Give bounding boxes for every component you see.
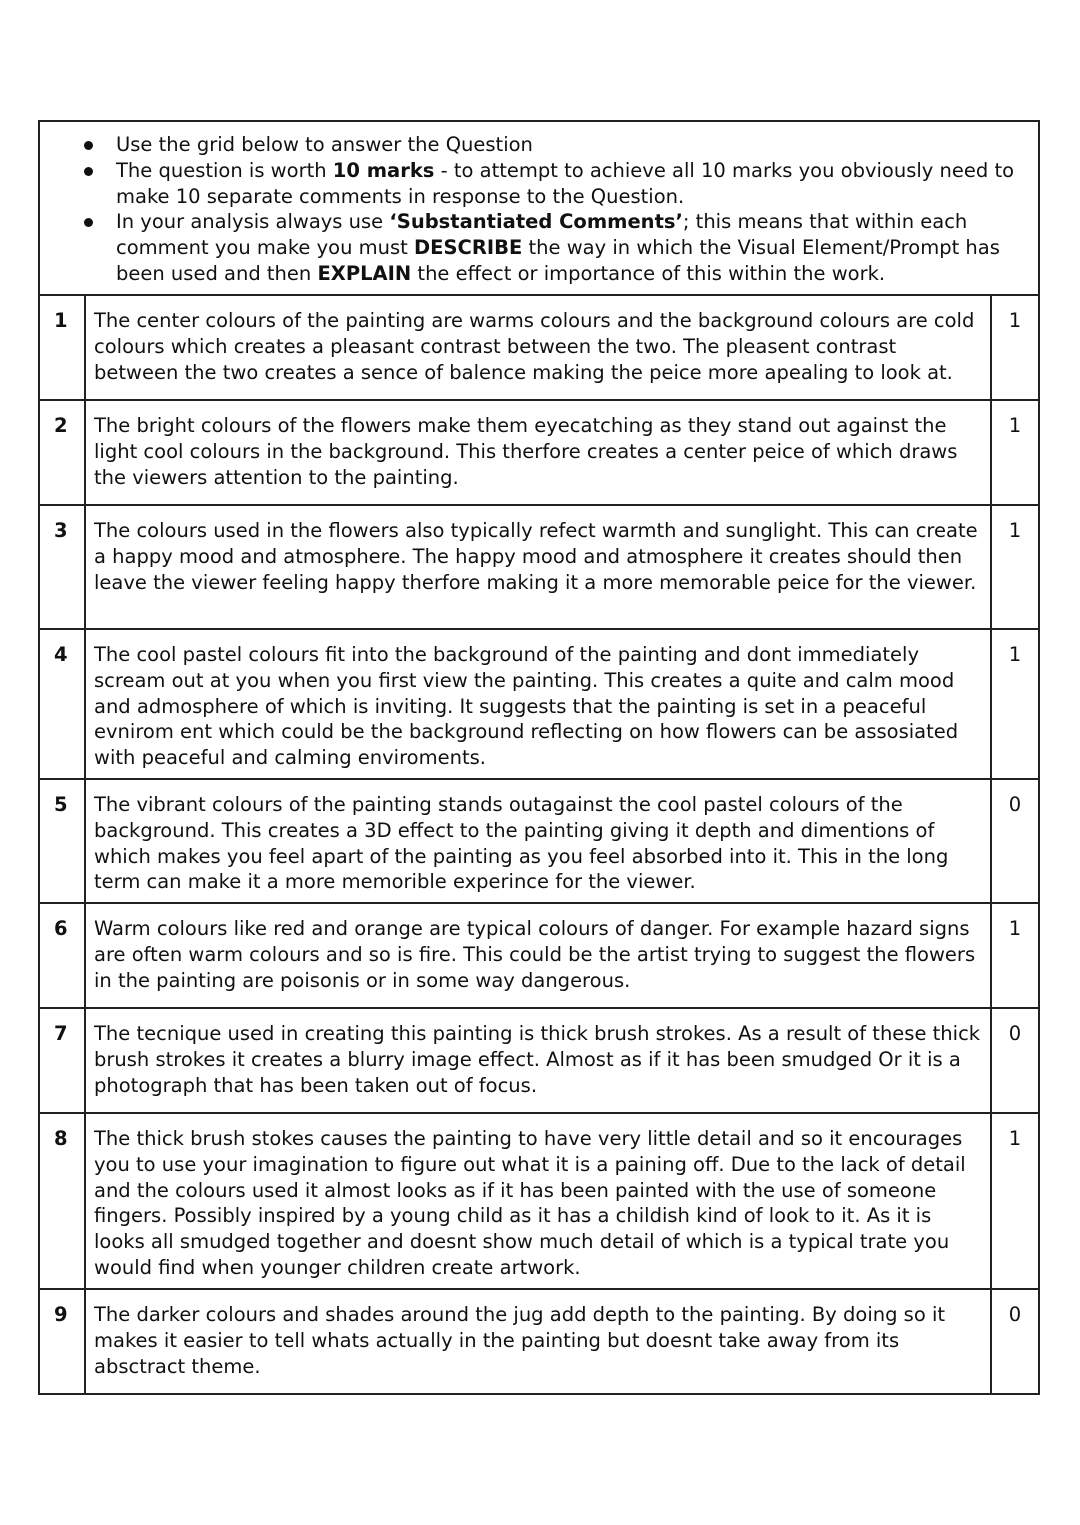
comment-number: 8 bbox=[40, 1114, 86, 1288]
instruction-text: In your analysis always use bbox=[116, 210, 390, 234]
instruction-text: the way in which the Visual Element/Prompt has been used and then bbox=[116, 236, 1000, 285]
answer-grid bbox=[38, 120, 1040, 1395]
comment-row bbox=[40, 296, 1038, 401]
comment-mark: 0 bbox=[1008, 1022, 1022, 1045]
comment-text: Warm colours like red and orange are typical colours of danger. For example hazard signs are often warm colours and so is fire. This could be the artist trying to suggest the flowers in the painting are poisonis or in some way dangerous. bbox=[86, 904, 992, 1007]
instruction-text: Use the grid below to answer the Question bbox=[116, 133, 533, 156]
instruction-text: ; this means that within each comment you make you must bbox=[116, 210, 968, 260]
comment-row bbox=[40, 630, 1038, 780]
instruction-item bbox=[84, 209, 1026, 286]
comment-mark: 1 bbox=[1008, 1127, 1022, 1150]
comment-mark: 0 bbox=[1008, 1303, 1022, 1326]
comment-number: 7 bbox=[40, 1009, 86, 1112]
comment-mark: 1 bbox=[1008, 414, 1022, 437]
instruction-emphasis: DESCRIBE bbox=[414, 236, 523, 260]
comment-row bbox=[40, 780, 1038, 904]
comment-mark: 1 bbox=[1008, 309, 1022, 332]
comment-number: 6 bbox=[40, 904, 86, 1007]
comment-number: 5 bbox=[40, 780, 86, 902]
comment-text: The cool pastel colours fit into the background of the painting and dont immediately scream out at you when you first view the painting. This creates a quite and calm mood and admosphere of which is inviting. It suggests that the painting is set in a peaceful evnirom ent which could be the background reflecting on how flowers can be assosiated with peaceful and calming enviroments. bbox=[86, 630, 992, 778]
comment-text: The vibrant colours of the painting stands outagainst the cool pastel colours of the background. This creates a 3D effect to the painting giving it depth and dimentions of which makes you feel apart of the painting as you feel absorbed into it. This in the long term can make it a more memorible experince for the viewer. bbox=[86, 780, 992, 902]
instruction-emphasis: ‘Substantiated Comments’ bbox=[389, 210, 683, 234]
comment-number: 1 bbox=[40, 296, 86, 399]
comment-mark: 1 bbox=[1008, 917, 1022, 940]
comment-mark: 1 bbox=[1008, 643, 1022, 666]
instruction-item bbox=[84, 132, 1026, 158]
comment-text: The thick brush stokes causes the painting to have very little detail and so it encourages you to use your imagination to figure out what it is a paining off. Due to the lack of detail and the colours used it almost looks as if it has been painted with the use of someone fingers. Possibly inspired by a young child as it has a childish kind of look to it. As it is looks all smudged together and doesnt show much detail of which is a typical trate you would find when younger children create artwork. bbox=[86, 1114, 992, 1288]
instruction-emphasis: 10 marks bbox=[332, 158, 435, 182]
comment-text: The center colours of the painting are warms colours and the background colours are cold colours which creates a pleasant contrast between the two. The pleasent contrast between the two creates a sence of balence making the peice more apealing to look at. bbox=[86, 296, 992, 399]
instructions-list bbox=[84, 132, 1026, 287]
comment-number: 4 bbox=[40, 630, 86, 778]
comment-row bbox=[40, 506, 1038, 630]
comment-number: 9 bbox=[40, 1290, 86, 1393]
instruction-text: the effect or importance of this within the work. bbox=[411, 261, 886, 285]
comment-row bbox=[40, 904, 1038, 1009]
comment-text: The colours used in the flowers also typically refect warmth and sunglight. This can create a happy mood and atmosphere. The happy mood and atmosphere it creates should then leave the viewer feeling happy therfore making it a more memorable peice for the viewer. bbox=[86, 506, 992, 628]
instruction-emphasis: EXPLAIN bbox=[317, 261, 412, 285]
instruction-text: The question is worth bbox=[116, 158, 333, 182]
instructions-box bbox=[40, 122, 1038, 296]
instruction-item bbox=[84, 158, 1026, 210]
comment-text: The bright colours of the flowers make them eyecatching as they stand out against the light cool colours in the background. This therfore creates a center peice of which draws the viewers attention to the painting. bbox=[86, 401, 992, 504]
comment-mark: 0 bbox=[1008, 793, 1022, 816]
comment-number: 3 bbox=[40, 506, 86, 628]
comment-number: 2 bbox=[40, 401, 86, 504]
comment-row bbox=[40, 1009, 1038, 1114]
comment-row bbox=[40, 1114, 1038, 1290]
comment-row bbox=[40, 401, 1038, 506]
comment-text: The tecnique used in creating this painting is thick brush strokes. As a result of these thick brush strokes it creates a blurry image effect. Almost as if it has been smudged Or it is a photograph that has been taken out of focus. bbox=[86, 1009, 992, 1112]
comment-mark: 1 bbox=[1008, 519, 1022, 542]
comment-row bbox=[40, 1290, 1038, 1393]
instruction-text: - to attempt to achieve all 10 marks you obviously need to make 10 separate comments in response to the Question. bbox=[116, 158, 1015, 208]
comment-text: The darker colours and shades around the jug add depth to the painting. By doing so it makes it easier to tell whats actually in the painting but doesnt take away from its absctract theme. bbox=[86, 1290, 992, 1393]
